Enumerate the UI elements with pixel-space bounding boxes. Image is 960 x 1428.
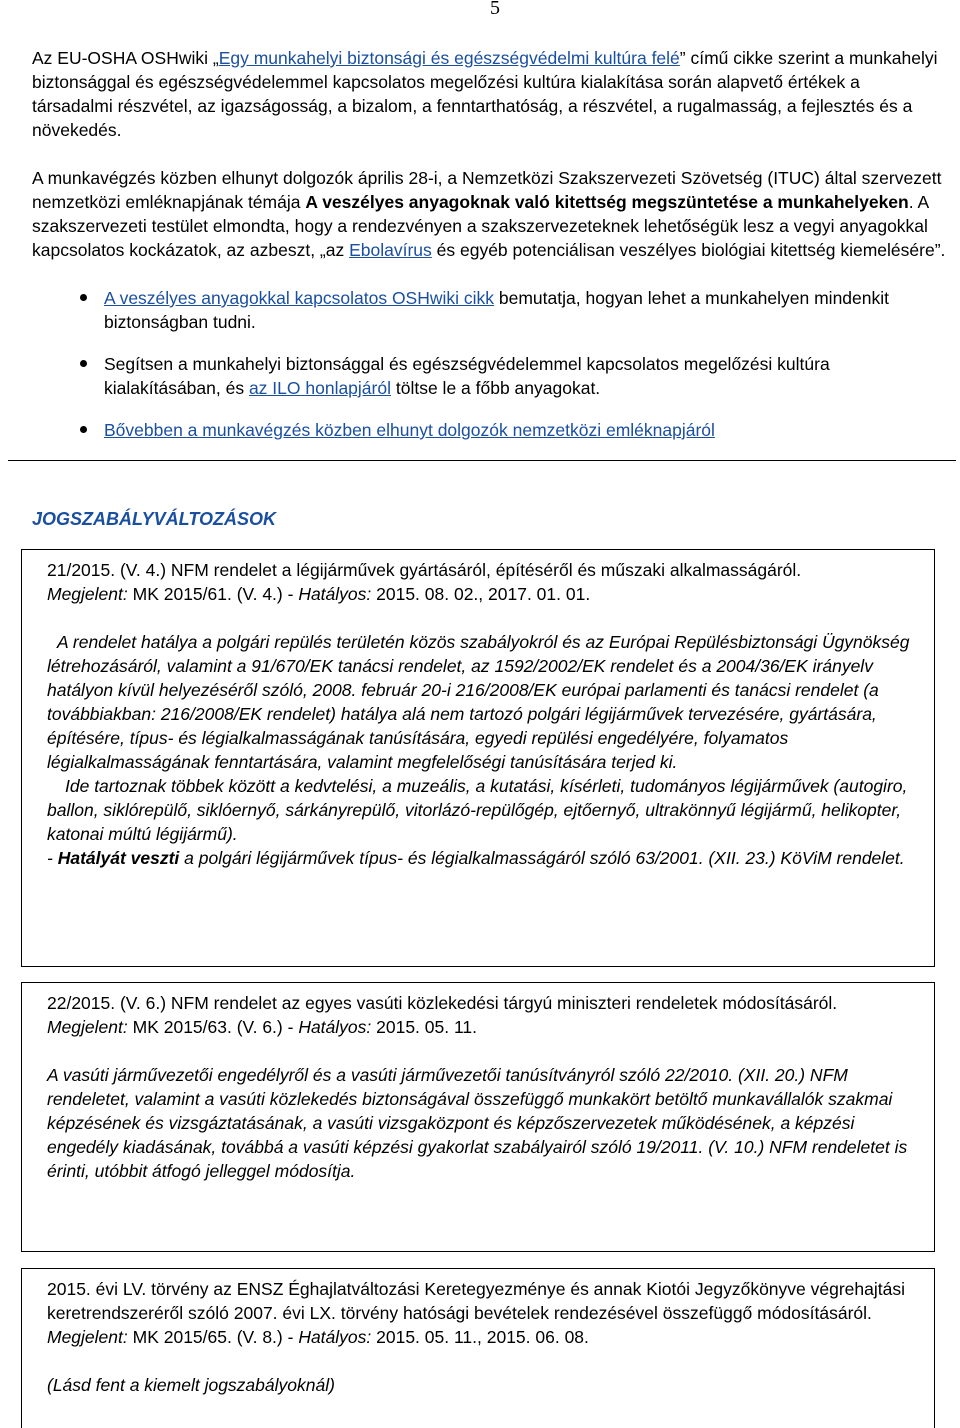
pub-label: Megjelent: [47, 1327, 128, 1347]
list-item-text: Segítsen a munkahelyi biztonsággal és egészségvédelemmel kapcsolatos megelőzési kultúra kialakításában, és [104, 354, 830, 398]
list-item-text: töltse le a főbb anyagokat. [391, 378, 601, 398]
law-description: A vasúti járművezetői engedélyről és a vasúti járművezetői tanúsítványról szóló 22/2010. (XII. 20.) NFM rendeletet, valamint a vasúti közlekedés biztonságával összefüggő munkakört betöltő munkavállalók szakmai képzésének és vizsgáztatásának, a vasúti vizsgaközpont és képzőszervezetek működésének, a képzési engedély kiadásának, továbbá a vasúti képzési gyakorlat szabályairól szóló 19/2011. (V. 10.) NFM rendeletet is érinti, utóbbit átfogó jelleggel módosítja. [47, 1065, 908, 1181]
ebola-link[interactable]: Ebolavírus [349, 240, 432, 260]
law-title: 22/2015. (V. 6.) NFM rendelet az egyes vasúti közlekedési tárgyú miniszteri rendeletek módosításáról. [47, 993, 838, 1013]
law-box [21, 549, 935, 967]
eff-label: Hatályos: [298, 1017, 372, 1037]
memorial-theme: A veszélyes anyagoknak való kitettség megszüntetése a munkahelyeken [305, 192, 909, 212]
p2-text-2: . A szakszervezeti testület elmondta, hogy a rendezvényen a szakszervezeteknek lehetőségük lesz a vegyi anyagokkal kapcsolatos kockázatok, az azbeszt, „az [32, 192, 929, 260]
memorial-day-link[interactable]: Bővebben a munkavégzés közben elhunyt dolgozók nemzetközi emléknapjáról [104, 420, 715, 440]
intro-text-2: ” című cikke szerint a munkahelyi biztonsággal és egészségvédelemmel kapcsolatos megelőzési kultúra kialakítása során alapvető értékek a társadalmi részvétel, az igazságosság, a bizalom, a fenntarthatóság, a részvétel, a rugalmasság, a fejlesztés és a növekedés. [32, 48, 938, 140]
section-title: JOGSZABÁLYVÁLTOZÁSOK [32, 509, 277, 529]
section-divider [8, 460, 956, 461]
law-publication [47, 1015, 910, 1039]
list-item [80, 418, 940, 442]
law-box [21, 1268, 935, 1428]
eff-label: Hatályos: [298, 1327, 372, 1347]
law-description: A rendelet hatálya a polgári repülés területén közös szabályokról és az Európai Repülésbiztonsági Ügynökség létrehozásáról, valamint a 91/670/EK tanácsi rendelet, az 1592/2002/EK rendelet és a 2004/36/EK irányelv hatályon kívül helyezéséről szóló, 2008. február 20-i 216/2008/EK európai parlamenti és tanácsi rendelet (a továbbiakban: 216/2008/EK rendelet) hatálya alá nem tartozó polgári légijárművek tervezésére, gyártására, építésére, típus- és légialkalmasságának tanúsítására, egyedi repülési engedélyére, folyamatos légialkalmasságának fenntartására, valamint megfelelőségi tanúsítására terjed ki. [47, 632, 910, 772]
eff-value: 2015. 08. 02., 2017. 01. 01. [371, 584, 591, 604]
law-note: (Lásd fent a kiemelt jogszabályoknál) [47, 1375, 335, 1395]
repeal-text: a polgári légijárművek típus- és légialkalmasságáról szóló 63/2001. (XII. 23.) KöViM rendelet. [179, 848, 905, 868]
hazardous-substances-link[interactable]: A veszélyes anyagokkal kapcsolatos OSHwiki cikk [104, 288, 495, 308]
oshwiki-culture-link[interactable]: Egy munkahelyi biztonsági és egészségvédelmi kultúra felé [218, 48, 680, 68]
p2-text-3: és egyéb potenciálisan veszélyes biológiai kitettség kiemelésére”. [431, 240, 946, 260]
ilo-link[interactable]: az ILO honlapjáról [248, 378, 391, 398]
list-item-text: bemutatja, hogyan lehet a munkahelyen mindenkit biztonságban tudni. [104, 288, 890, 332]
pub-label: Megjelent: [47, 1017, 128, 1037]
eff-label: Hatályos: [298, 584, 372, 604]
list-item [80, 352, 940, 400]
memorial-day-paragraph [32, 166, 947, 262]
eff-value: 2015. 05. 11. [371, 1017, 478, 1037]
pub-value: MK 2015/65. (V. 8.) - [127, 1327, 299, 1347]
law-description-2: Ide tartoznak többek között a kedvtelési, a muzeális, a kutatási, kísérleti, tudományos légijárművek (autogiro, ballon, siklórepülő, siklóernyő, sárkányrepülő, vitorlázó-repülőgép, ejtőernyő, ultrakönnyű légijármű, helikopter, katonai múltú légijármű). [47, 776, 908, 844]
pub-label: Megjelent: [47, 584, 128, 604]
law-title: 21/2015. (V. 4.) NFM rendelet a légijárművek gyártásáról, építéséről és műszaki alkalmasságáról. [47, 560, 802, 580]
law-repeal [47, 846, 910, 870]
law-title: 2015. évi LV. törvény az ENSZ Éghajlatváltozási Keretegyezménye és annak Kiotói Jegyzőkönyve végrehajtási keretrendszeréről szóló 2007. évi LX. törvény hatósági bevételek rendezésével összefüggő módosításáról. [47, 1279, 905, 1323]
intro-paragraph [32, 46, 942, 142]
repeal-prefix: - [47, 848, 58, 868]
pub-value: MK 2015/63. (V. 6.) - [127, 1017, 299, 1037]
list-item [80, 286, 940, 334]
eff-value: 2015. 05. 11., 2015. 06. 08. [371, 1327, 589, 1347]
page-number: 5 [490, 0, 500, 19]
intro-text-1: Az EU-OSHA OSHwiki „ [32, 48, 219, 68]
law-publication [47, 582, 910, 606]
law-box [21, 982, 935, 1252]
pub-value: MK 2015/61. (V. 4.) - [127, 584, 299, 604]
p2-text-1: A munkavégzés közben elhunyt dolgozók április 28-i, a Nemzetközi Szakszervezeti Szövetség (ITUC) által szervezett nemzetközi emléknapjának témája [32, 168, 942, 212]
repeal-bold: Hatályát veszti [57, 848, 180, 868]
link-list [80, 286, 940, 442]
law-publication [47, 1325, 910, 1349]
